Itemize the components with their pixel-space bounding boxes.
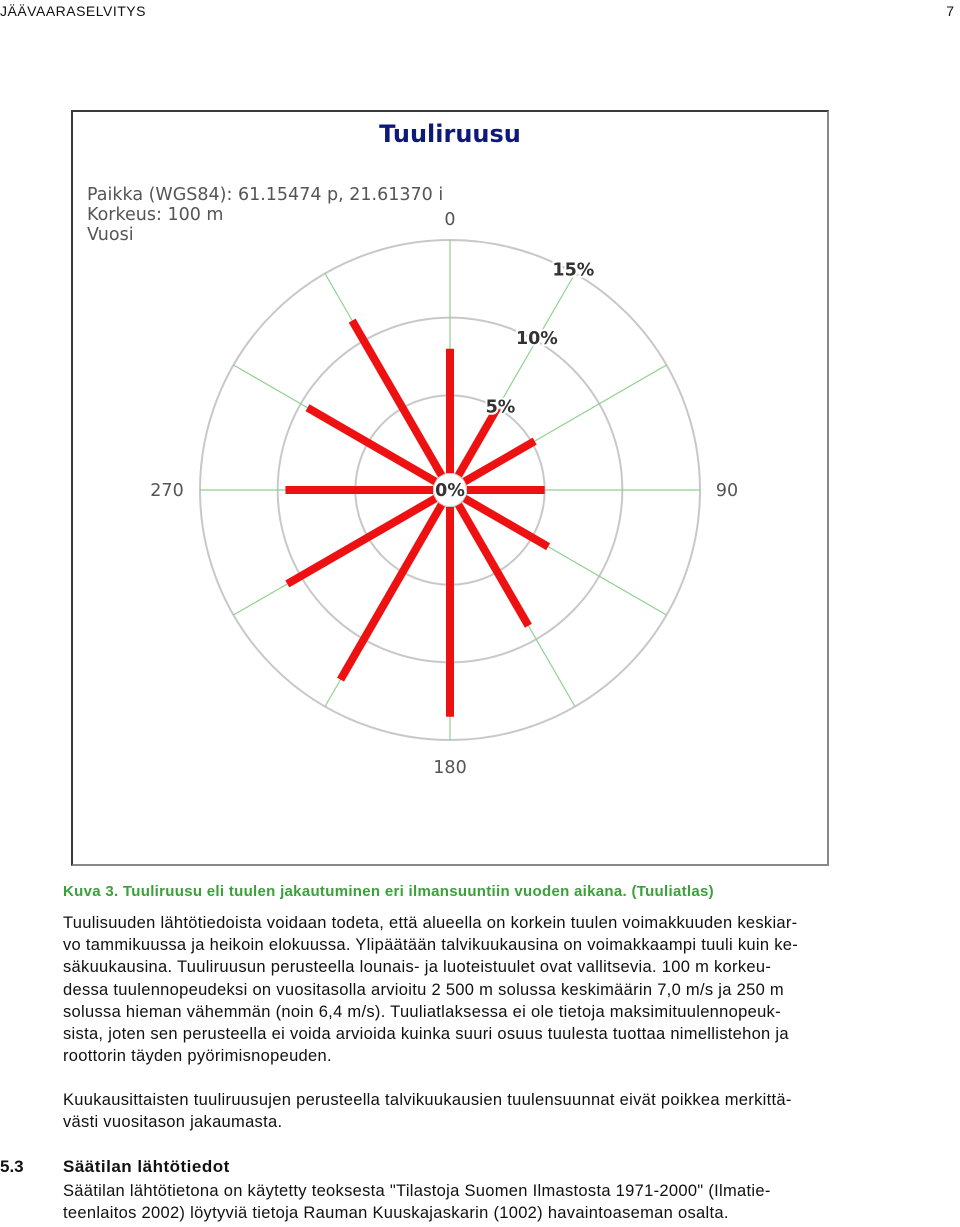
wind-bars — [285, 321, 548, 717]
direction-label-west: 270 — [150, 481, 184, 501]
direction-label-north: 0 — [444, 210, 456, 230]
ring-label: 5% — [485, 397, 516, 418]
height-info: Korkeus: 100 m — [87, 205, 224, 225]
text-line: västi vuositason jakaumasta. — [63, 1113, 283, 1132]
ring-labels — [435, 260, 594, 501]
running-header: JÄÄVAARASELVITYS — [0, 3, 146, 19]
ring-label: 10% — [515, 328, 558, 349]
text-line: roottorin täyden pyörimisnopeuden. — [63, 1047, 332, 1066]
text-line: dessa tuulennopeudeksi on vuositasolla arvioitu 2 500 m solussa keskimäärin 7,0 m/s ja 250 m — [63, 980, 784, 999]
section-number: 5.3 — [0, 1157, 24, 1176]
text-line: sista, joten sen perusteella ei voida arvioida kuinka suuri osuus tuulesta tuottaa nimellistehon ja — [63, 1025, 789, 1044]
figure-caption: Kuva 3. Tuuliruusu eli tuulen jakautuminen eri ilmansuuntiin vuoden aikana. (Tuuliatlas) — [63, 883, 714, 900]
text-line: solussa hieman vähemmän (noin 6,4 m/s). Tuuliatlaksessa ei ole tietoja maksimituulennopeuk- — [63, 1002, 781, 1021]
location-info: Paikka (WGS84): 61.15474 p, 21.61370 i — [87, 185, 444, 205]
direction-label-south: 180 — [433, 758, 467, 778]
ring-label: 0% — [435, 481, 465, 501]
text-line: säkuukausina. Tuuliruusun perusteella lounais- ja luoteistuulet ovat vallitsevia. 100 m korkeu- — [63, 958, 772, 977]
period-info: Vuosi — [87, 225, 134, 245]
text-line: Säätilan lähtötietona on käytetty teoksesta "Tilastoja Suomen Ilmastosta 1971-2000" (Ilmatie- — [63, 1182, 771, 1200]
wind-bar-150 — [459, 505, 529, 626]
section-title: Säätilan lähtötiedot — [63, 1157, 230, 1176]
chart-title: Tuuliruusu — [379, 120, 521, 148]
text-line: teenlaitos 2002) löytyviä tietoja Rauman Kuuskajaskarin (1002) havaintoaseman osalta. — [63, 1204, 729, 1223]
page-number: 7 — [946, 3, 954, 19]
wind-rose-chart — [73, 112, 827, 864]
wind-bar-210 — [341, 505, 442, 680]
wind-rose-figure — [71, 110, 829, 866]
direction-label-east: 90 — [715, 481, 739, 501]
wind-bar-240 — [287, 499, 435, 584]
text-line: Kuukausittaisten tuuliruusujen perusteella talvikuukausien tuulensuunnat eivät poikkea merkittä- — [63, 1091, 792, 1109]
paragraph-weather-source — [63, 1180, 953, 1224]
paragraph-wind-summary — [63, 912, 953, 1067]
paragraph-monthly-roses — [63, 1089, 953, 1133]
wind-bar-300 — [307, 408, 435, 482]
ring-label: 15% — [552, 260, 595, 281]
text-line: vo tammikuussa ja heikoin elokuussa. Ylipäätään talvikuukausina on voimakkaampi tuuli kuin ke- — [63, 936, 799, 955]
text-line: Tuulisuuden lähtötiedoista voidaan todeta, että alueella on korkein tuulen voimakkuuden keskiar- — [63, 914, 798, 932]
